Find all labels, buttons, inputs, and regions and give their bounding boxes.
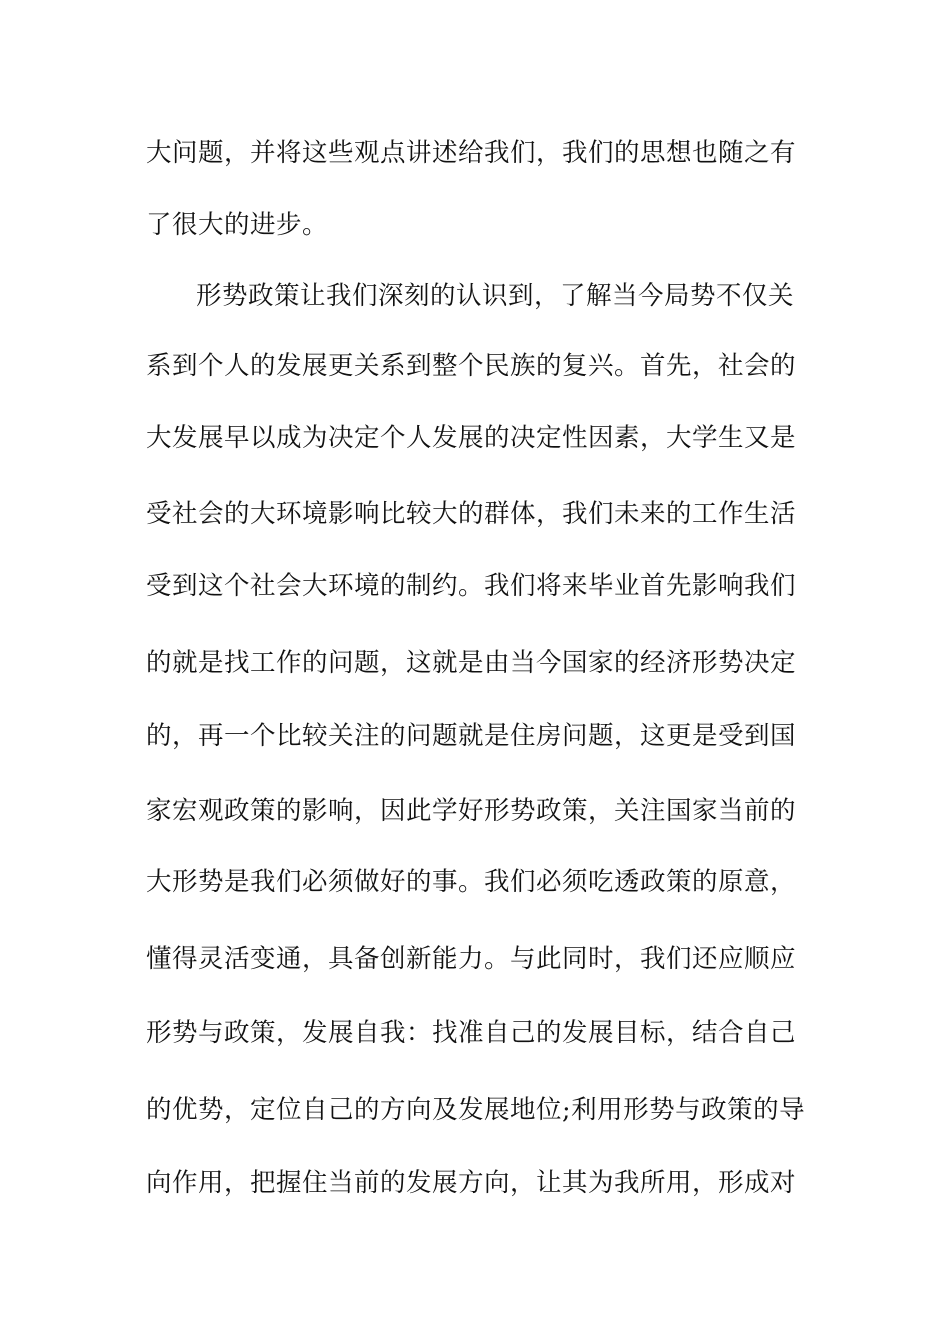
- text-line-6: 受社会的大环境影响比较大的群体，我们未来的工作生活: [146, 499, 797, 529]
- text-line-5: 大发展早以成为决定个人发展的决定性因素，大学生又是: [146, 423, 797, 453]
- text-line-15: 向作用，把握住当前的发展方向，让其为我所用，形成对: [146, 1168, 797, 1198]
- text-line-11: 大形势是我们必须做好的事。我们必须吃透政策的原意，: [146, 867, 797, 897]
- text-line-7: 受到这个社会大环境的制约。我们将来毕业首先影响我们: [146, 571, 797, 601]
- text-line-14: 的优势，定位自己的方向及发展地位;利用形势与政策的导: [146, 1095, 806, 1125]
- paragraph-first-line: 形势政策让我们深刻的认识到，了解当今局势不仅关: [196, 281, 795, 311]
- text-line-2: 了很大的进步。: [146, 210, 329, 240]
- text-line-10: 家宏观政策的影响，因此学好形势政策，关注国家当前的: [146, 796, 797, 826]
- text-line-4: 系到个人的发展更关系到整个民族的复兴。首先，社会的: [146, 351, 797, 381]
- text-line-9: 的，再一个比较关注的问题就是住房问题，这更是受到国: [146, 721, 797, 751]
- text-line-12: 懂得灵活变通，具备创新能力。与此同时，我们还应顺应: [146, 944, 797, 974]
- text-line-13: 形势与政策，发展自我：找准自己的发展目标，结合自己: [146, 1018, 797, 1048]
- text-line-1: 大问题，并将这些观点讲述给我们，我们的思想也随之有: [146, 138, 797, 168]
- text-line-8: 的就是找工作的问题，这就是由当今国家的经济形势决定: [146, 648, 797, 678]
